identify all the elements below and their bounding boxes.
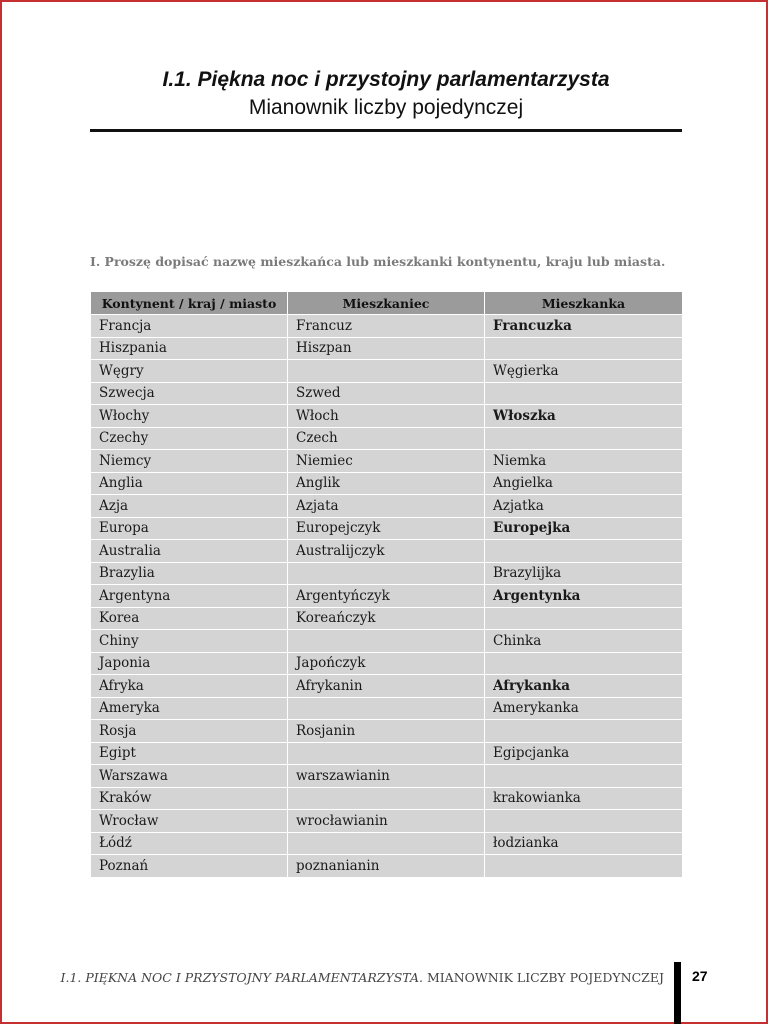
cell-place: Argentyna [91,585,288,608]
cell-place: Węgry [91,360,288,383]
cell-woman [485,337,683,360]
cell-place: Hiszpania [91,337,288,360]
chapter-subtitle: Mianownik liczby pojedynczej [248,96,524,119]
cell-man: Azjata [288,495,485,518]
cell-place: Japonia [91,652,288,675]
cell-woman: łodzianka [485,832,683,855]
table-row [91,675,683,698]
cell-man: Koreańczyk [288,607,485,630]
cell-place: Kraków [91,787,288,810]
table-body [91,315,683,878]
cell-man: Argentyńczyk [288,585,485,608]
cell-woman [485,810,683,833]
running-footer-chapter: I.1. PIĘKNA NOC I PRZYSTOJNY PARLAMENTARZYSTA. [60,970,423,985]
cell-woman: krakowianka [485,787,683,810]
cell-man: Niemiec [288,450,485,473]
cell-woman [485,652,683,675]
table-row [91,832,683,855]
table-row [91,585,683,608]
table-row [91,517,683,540]
table-row [91,337,683,360]
table-row [91,382,683,405]
table-row [91,360,683,383]
cell-place: Rosja [91,720,288,743]
cell-man: Francuz [288,315,485,338]
cell-place: Chiny [91,630,288,653]
inhabitants-table [90,291,683,878]
cell-man: Afrykanin [288,675,485,698]
cell-place: Czechy [91,427,288,450]
table-row [91,697,683,720]
table-row [91,427,683,450]
table-row [91,495,683,518]
cell-man [288,742,485,765]
cell-man: Rosjanin [288,720,485,743]
table-row [91,810,683,833]
cell-place: Ameryka [91,697,288,720]
running-footer-topic: MIANOWNIK LICZBY POJEDYNCZEJ [422,970,664,985]
cell-woman: Francuzka [485,315,683,338]
cell-man: Czech [288,427,485,450]
cell-man: Japończyk [288,652,485,675]
cell-place: Łódź [91,832,288,855]
column-header-place: Kontynent / kraj / miasto [91,292,288,315]
exercise-instruction: I. Proszę dopisać nazwę mieszkańca lub mieszkanki kontynentu, kraju lub miasta. [90,254,666,269]
cell-man: Włoch [288,405,485,428]
cell-place: Australia [91,540,288,563]
cell-woman: Brazylijka [485,562,683,585]
cell-place: Szwecja [91,382,288,405]
cell-man [288,832,485,855]
cell-woman: Włoszka [485,405,683,428]
cell-place: Francja [91,315,288,338]
table-row [91,742,683,765]
cell-place: Azja [91,495,288,518]
table-row [91,652,683,675]
cell-man: warszawianin [288,765,485,788]
footer-bar [674,962,681,1024]
cell-woman: Węgierka [485,360,683,383]
cell-woman [485,540,683,563]
table-row [91,630,683,653]
table-row [91,540,683,563]
cell-woman [485,855,683,878]
cell-place: Niemcy [91,450,288,473]
cell-place: Poznań [91,855,288,878]
table-row [91,607,683,630]
cell-woman: Amerykanka [485,697,683,720]
cell-woman: Niemka [485,450,683,473]
table-row [91,765,683,788]
cell-place: Anglia [91,472,288,495]
chapter-title-main: I.1. Piękna noc i przystojny parlamentarzysta [162,68,610,91]
cell-woman: Europejka [485,517,683,540]
cell-place: Korea [91,607,288,630]
cell-woman: Angielka [485,472,683,495]
cell-woman: Argentynka [485,585,683,608]
title-divider [90,129,682,132]
column-header-woman: Mieszkanka [485,292,683,315]
chapter-title [90,66,682,121]
table-header-row [91,292,683,315]
cell-man: Hiszpan [288,337,485,360]
column-header-man: Mieszkaniec [288,292,485,315]
table-row [91,405,683,428]
table-row [91,720,683,743]
table-row [91,472,683,495]
cell-man [288,360,485,383]
table-row [91,450,683,473]
table-row [91,562,683,585]
cell-man [288,697,485,720]
cell-woman: Azjatka [485,495,683,518]
cell-place: Europa [91,517,288,540]
cell-woman [485,765,683,788]
cell-woman: Egipcjanka [485,742,683,765]
cell-woman [485,607,683,630]
cell-woman: Afrykanka [485,675,683,698]
cell-place: Brazylia [91,562,288,585]
page-number: 27 [692,968,708,984]
cell-woman: Chinka [485,630,683,653]
cell-woman [485,427,683,450]
cell-man: wrocławianin [288,810,485,833]
cell-place: Włochy [91,405,288,428]
cell-man: Anglik [288,472,485,495]
running-footer [42,970,664,985]
cell-man: Szwed [288,382,485,405]
cell-man [288,630,485,653]
cell-man: Europejczyk [288,517,485,540]
cell-place: Afryka [91,675,288,698]
cell-woman [485,382,683,405]
table-row [91,787,683,810]
cell-man [288,787,485,810]
cell-woman [485,720,683,743]
table-row [91,855,683,878]
table-row [91,315,683,338]
cell-place: Egipt [91,742,288,765]
cell-man: poznanianin [288,855,485,878]
cell-man: Australijczyk [288,540,485,563]
cell-man [288,562,485,585]
cell-place: Wrocław [91,810,288,833]
cell-place: Warszawa [91,765,288,788]
